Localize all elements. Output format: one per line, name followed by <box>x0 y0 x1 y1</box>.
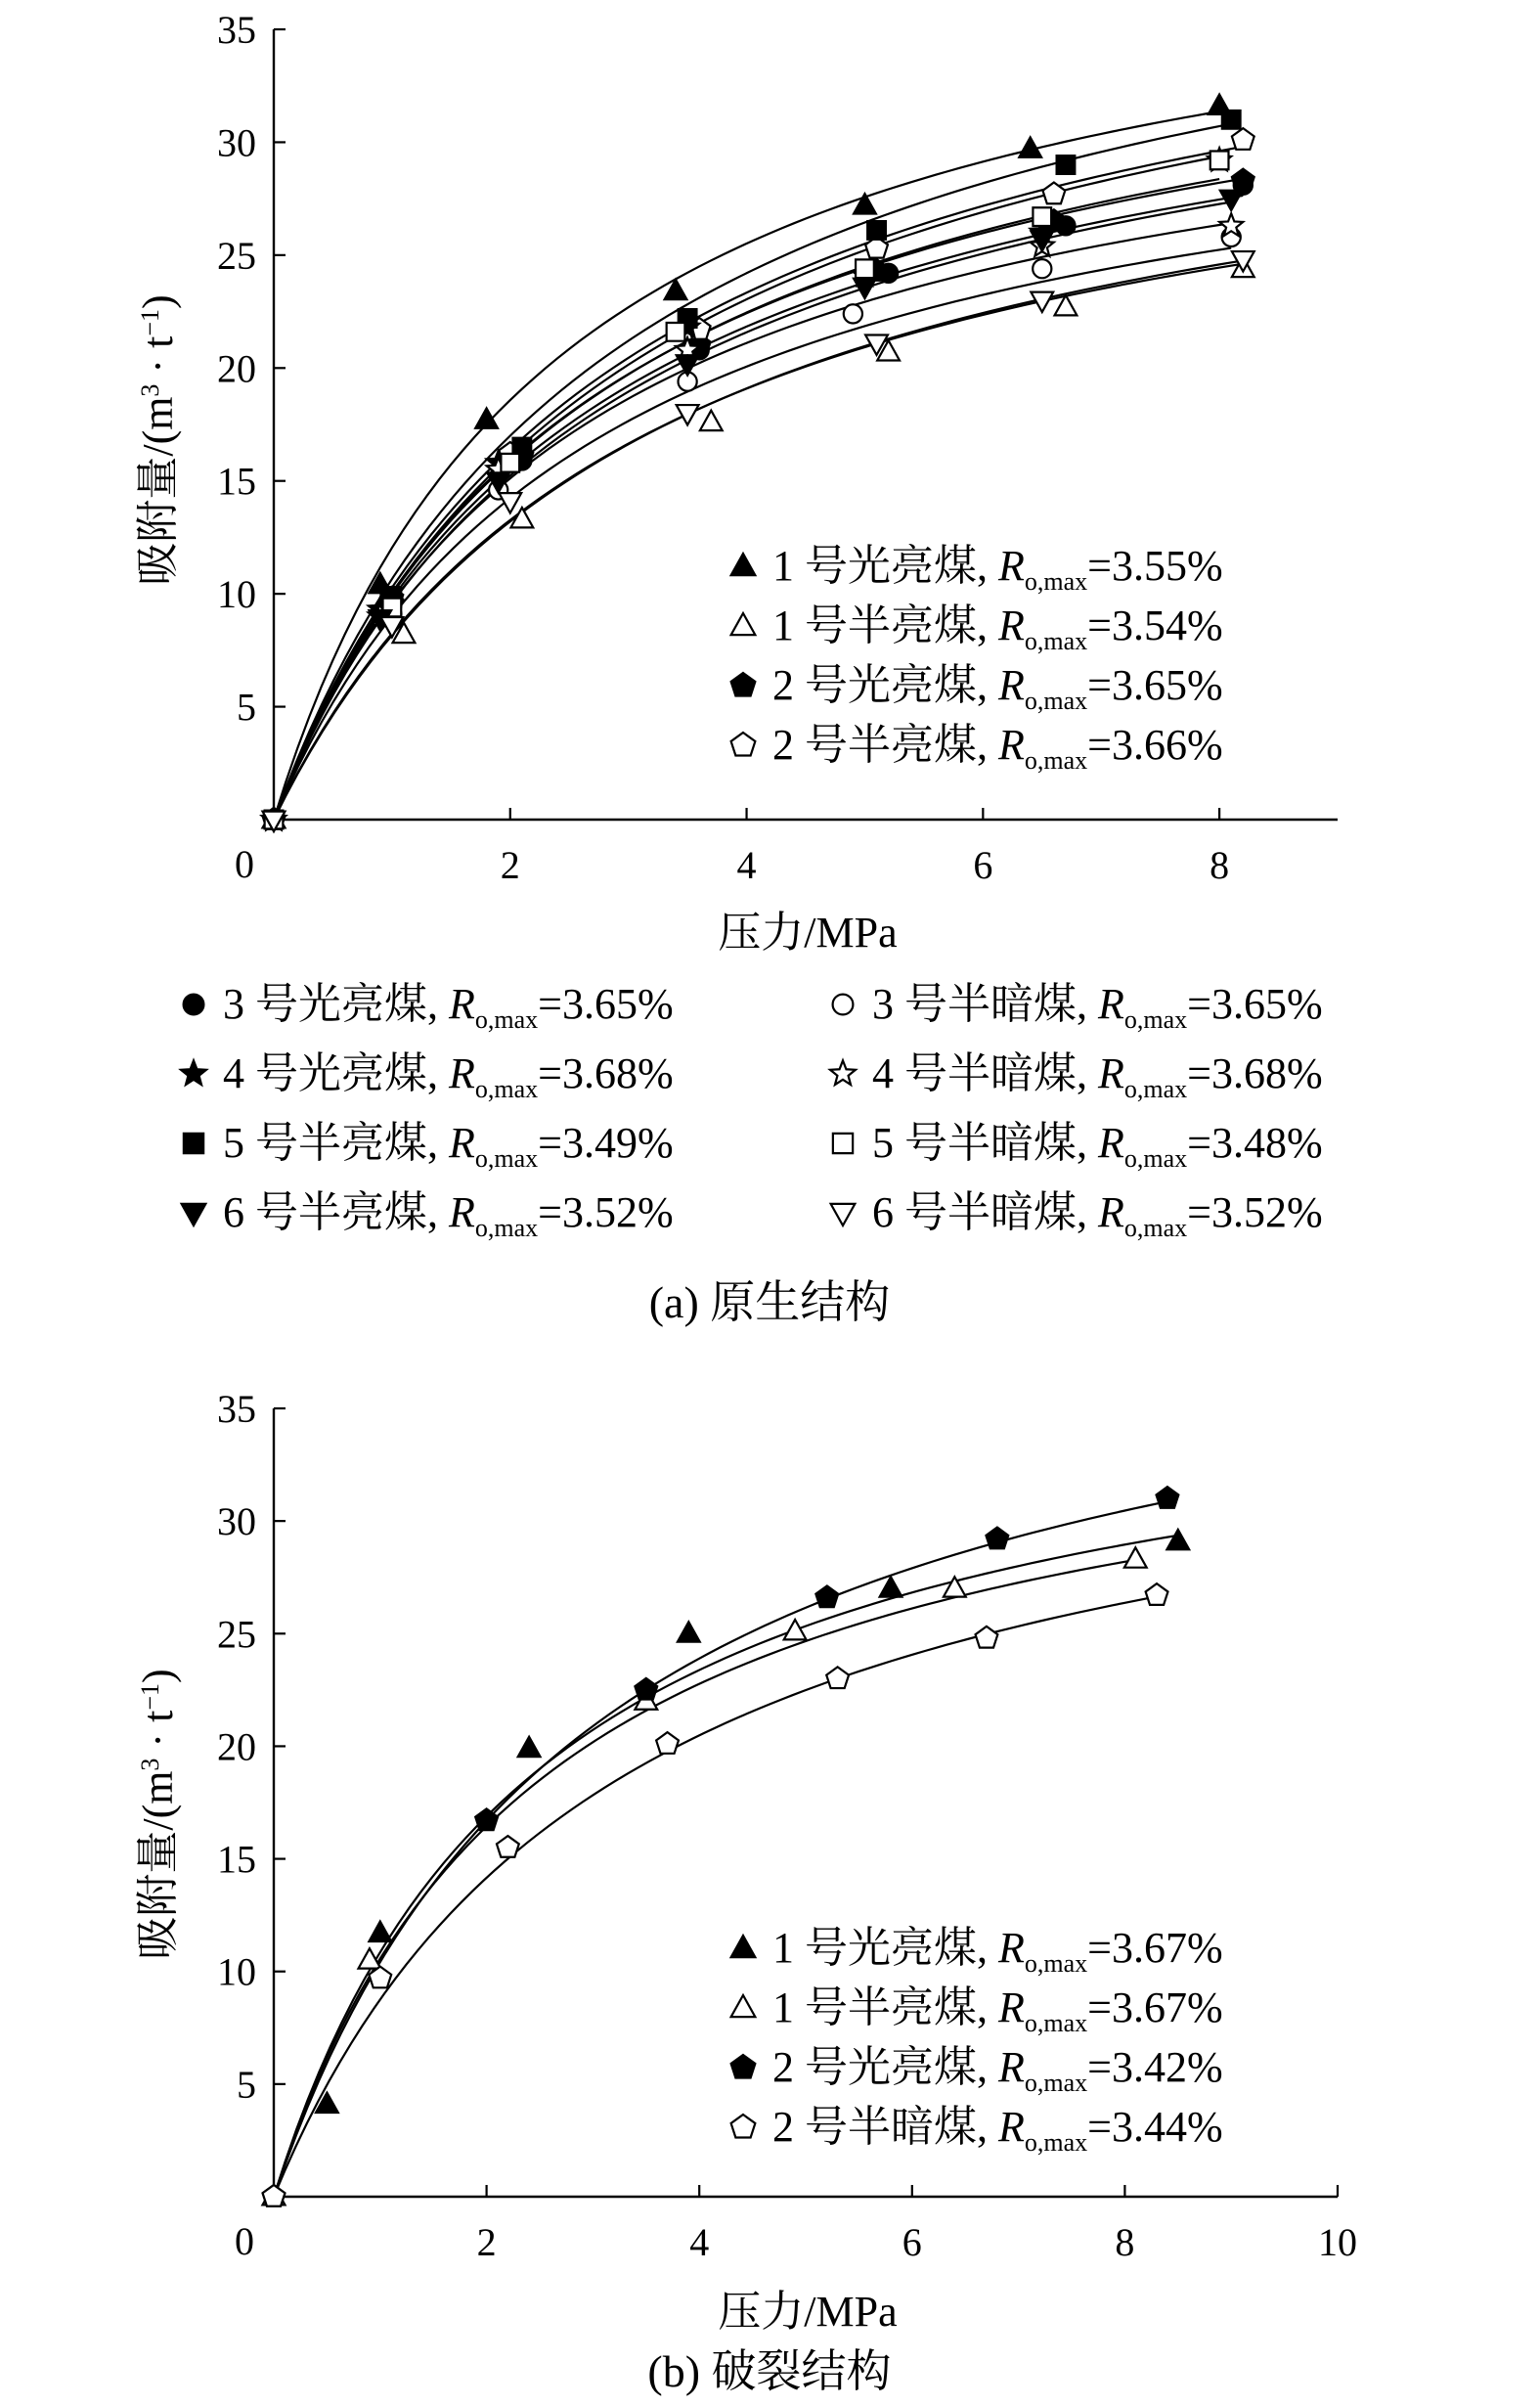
caption-b: (b) 破裂结构 <box>647 2346 892 2396</box>
data-point <box>475 408 498 427</box>
y-tick-label: 30 <box>217 120 256 165</box>
legend-marker <box>731 673 756 696</box>
legend-entry <box>184 980 674 1034</box>
legend-entry <box>184 1119 674 1173</box>
data-point <box>1124 1547 1147 1567</box>
x-tick-label: 4 <box>689 2220 710 2264</box>
chart-a-x-axis-label: 压力/MPa <box>718 909 898 957</box>
data-point <box>678 1622 700 1641</box>
legend-entry <box>731 1983 1223 2037</box>
chart-a-y-axis-label: 吸附量$/(m^3 \cdot t^{-1})$ <box>134 294 182 586</box>
legend-entry <box>833 980 1323 1034</box>
legend-label: 5 号半亮煤, $R_{o,max}=3.49\%$ <box>223 1119 674 1173</box>
legend-label: 4 号光亮煤, $R_{o,max}=3.68\%$ <box>223 1049 674 1103</box>
data-point <box>501 454 519 472</box>
data-point <box>854 194 876 213</box>
legend-entry <box>731 542 1223 596</box>
x-tick-label: 6 <box>973 843 993 887</box>
x-tick-label: 4 <box>736 843 757 887</box>
legend-marker <box>731 2115 756 2138</box>
legend-marker <box>184 995 204 1015</box>
fit-curve <box>274 156 1219 820</box>
data-point <box>316 2093 338 2113</box>
chart-b-legend-inside <box>731 1924 1223 2157</box>
data-point <box>854 279 876 298</box>
data-point <box>1157 1487 1179 1508</box>
data-point <box>784 1620 807 1639</box>
chart-b-origin-label: 0 <box>235 2219 254 2263</box>
legend-marker <box>830 1060 856 1085</box>
data-point <box>677 405 699 424</box>
data-point <box>1210 152 1229 170</box>
caption-a: (a) 原生结构 <box>648 1277 891 1327</box>
legend-marker <box>181 1060 206 1085</box>
data-point <box>1033 259 1051 278</box>
legend-label: 6 号半亮煤, $R_{o,max}=3.52\%$ <box>223 1188 674 1242</box>
data-point <box>518 1737 541 1757</box>
legend-entry <box>181 1049 674 1103</box>
legend-label: 2 号光亮煤, $R_{o,max}=3.65\%$ <box>772 661 1223 715</box>
legend-entry <box>731 721 1223 775</box>
legend-label: 1 号半亮煤, $R_{o,max}=3.54\%$ <box>772 602 1223 655</box>
x-tick-label: 2 <box>500 843 520 887</box>
data-point <box>499 493 521 512</box>
data-point <box>1057 156 1076 174</box>
data-point <box>1146 1583 1168 1605</box>
legend-entry <box>731 2043 1223 2097</box>
data-point <box>856 259 874 278</box>
legend-entry <box>731 602 1223 655</box>
legend-marker <box>184 1134 203 1153</box>
chart-b-x-axis-label: 压力/MPa <box>718 2288 898 2336</box>
y-tick-label: 5 <box>237 685 256 730</box>
legend-label: 3 号半暗煤, $R_{o,max}=3.65\%$ <box>872 980 1323 1034</box>
legend-marker <box>831 1204 856 1225</box>
legend-marker <box>731 554 756 575</box>
legend-label: 6 号半暗煤, $R_{o,max}=3.52\%$ <box>872 1188 1323 1242</box>
data-point <box>826 1667 849 1688</box>
x-tick-label: 2 <box>476 2220 497 2264</box>
data-point <box>880 1577 902 1596</box>
legend-label: 3 号光亮煤, $R_{o,max}=3.65\%$ <box>223 980 674 1034</box>
legend-label: 2 号半亮煤, $R_{o,max}=3.66\%$ <box>772 721 1223 775</box>
data-point <box>986 1528 1008 1549</box>
legend-label: 1 号半亮煤, $R_{o,max}=3.67\%$ <box>772 1983 1223 2037</box>
data-point <box>1166 1530 1189 1549</box>
y-tick-label: 5 <box>237 2062 256 2107</box>
y-tick-label: 35 <box>217 1387 256 1431</box>
data-point <box>844 304 862 323</box>
legend-entry <box>831 1188 1323 1242</box>
data-point <box>369 1922 391 1941</box>
legend-entry <box>833 1119 1323 1173</box>
legend-entry <box>731 1924 1223 1978</box>
legend-label: 2 号光亮煤, $R_{o,max}=3.42\%$ <box>772 2043 1223 2097</box>
y-tick-label: 35 <box>217 8 256 52</box>
legend-marker <box>833 995 854 1015</box>
y-tick-label: 15 <box>217 459 256 504</box>
fit-curve <box>274 147 1243 820</box>
legend-entry <box>830 1049 1323 1103</box>
legend-marker <box>731 2055 756 2078</box>
data-point <box>497 1836 519 1857</box>
data-point <box>656 1732 679 1754</box>
y-tick-label: 20 <box>217 1724 256 1769</box>
x-tick-label: 8 <box>1210 843 1230 887</box>
data-point <box>1232 128 1254 150</box>
legend-marker <box>731 613 756 635</box>
chart-b-y-axis-label: 吸附量$/(m^3 \cdot t^{-1})$ <box>134 1669 182 1960</box>
data-point <box>879 264 898 283</box>
legend-label: 1 号光亮煤, $R_{o,max}=3.67\%$ <box>772 1924 1223 1978</box>
legend-marker <box>731 733 756 756</box>
legend-marker <box>731 1936 756 1957</box>
y-tick-label: 10 <box>217 572 256 617</box>
data-point <box>1220 191 1243 210</box>
chart-b-data-points <box>263 1487 1190 2206</box>
x-tick-label: 8 <box>1115 2220 1135 2264</box>
data-point <box>1033 207 1051 226</box>
data-point <box>667 323 685 341</box>
legend-label: 5 号半暗煤, $R_{o,max}=3.48\%$ <box>872 1119 1323 1173</box>
fit-curve <box>274 1536 1178 2197</box>
legend-label: 2 号半暗煤, $R_{o,max}=3.44\%$ <box>772 2103 1223 2157</box>
data-point <box>867 221 886 240</box>
data-point <box>700 411 723 430</box>
chart-a-legend-below <box>181 980 1323 1242</box>
data-point <box>1056 216 1075 235</box>
legend-entry <box>182 1188 674 1242</box>
legend-marker <box>182 1204 206 1225</box>
y-tick-label: 25 <box>217 233 256 278</box>
y-tick-label: 15 <box>217 1837 256 1882</box>
chart-a-legend-inside <box>731 542 1223 775</box>
data-point <box>635 1678 657 1700</box>
chart-a-fit-curves <box>274 111 1243 820</box>
y-tick-label: 20 <box>217 346 256 391</box>
chart-a <box>134 8 1338 1327</box>
chart-b <box>134 1387 1357 2396</box>
data-point <box>1222 111 1241 129</box>
x-tick-label: 6 <box>902 2220 922 2264</box>
y-tick-label: 25 <box>217 1612 256 1657</box>
data-point <box>976 1626 998 1648</box>
data-point <box>815 1585 838 1607</box>
x-tick-label: 10 <box>1318 2220 1357 2264</box>
y-tick-label: 30 <box>217 1499 256 1544</box>
legend-marker <box>833 1134 853 1153</box>
chart-a-origin-label: 0 <box>235 842 254 886</box>
legend-marker <box>731 1995 756 2017</box>
legend-label: 1 号光亮煤, $R_{o,max}=3.55\%$ <box>772 542 1223 596</box>
legend-entry <box>731 661 1223 715</box>
y-tick-label: 10 <box>217 1949 256 1994</box>
data-point <box>263 2185 286 2206</box>
legend-entry <box>731 2103 1223 2157</box>
legend-label: 4 号半暗煤, $R_{o,max}=3.68\%$ <box>872 1049 1323 1103</box>
